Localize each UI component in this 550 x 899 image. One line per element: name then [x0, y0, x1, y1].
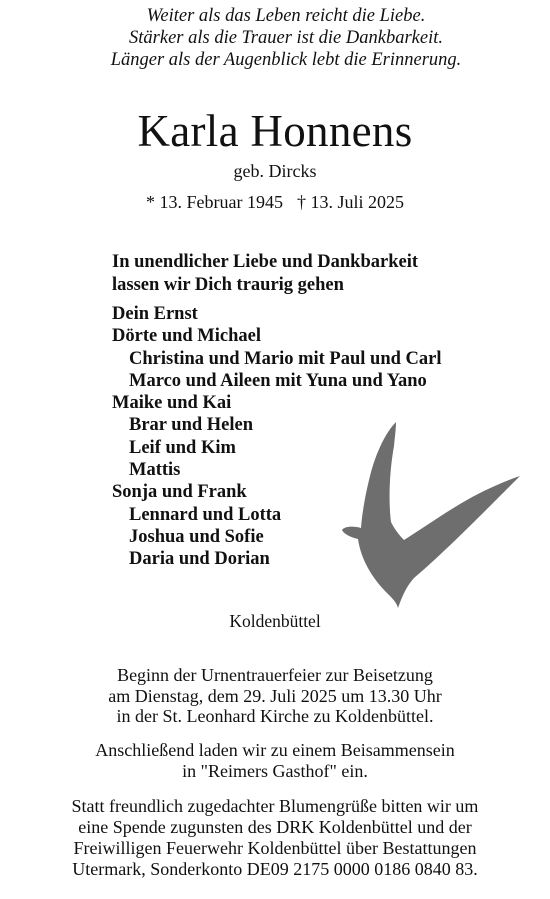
mourning-line: lassen wir Dich traurig gehen — [112, 275, 344, 295]
ceremony-line: am Dienstag, dem 29. Juli 2025 um 13.30 Uhr — [108, 685, 442, 706]
family-member: Christina und Mario mit Paul und Carl — [129, 348, 442, 369]
family-member: Joshua und Sofie — [129, 526, 264, 547]
ceremony-info — [0, 665, 550, 727]
donation-line: Statt freundlich zugedachter Blumengrüße bitten wir um — [71, 796, 479, 816]
place-of-residence: Koldenbüttel — [229, 611, 321, 631]
quote-line: Weiter als das Leben reicht die Liebe. — [146, 6, 426, 26]
donation-line: Utermark, Sonderkonto DE09 2175 0000 0186 0840 83. — [72, 859, 478, 879]
gathering-line: in "Reimers Gasthof" ein. — [182, 760, 368, 781]
family-member: Maike und Kai — [112, 393, 232, 414]
deceased-name: Karla Honnens — [137, 106, 413, 156]
memorial-quote — [0, 5, 550, 71]
quote-line: Länger als der Augenblick lebt die Erinnerung. — [110, 50, 462, 70]
donation-line: eine Spende zugunsten des DRK Koldenbüttel und der — [78, 817, 472, 837]
ceremony-line: in der St. Leonhard Kirche zu Koldenbüttel. — [116, 706, 434, 726]
gathering-info — [0, 740, 550, 781]
donation-line: Freiwilligen Feuerwehr Koldenbüttel über Bestattungen — [73, 838, 477, 858]
death-date: † 13. Juli 2025 — [296, 192, 404, 212]
family-member: Brar und Helen — [129, 415, 254, 436]
family-member: Dörte und Michael — [112, 326, 262, 347]
family-member: Daria und Dorian — [129, 549, 270, 570]
ceremony-line: Beginn der Urnentrauerfeier zur Beisetzung — [117, 665, 433, 685]
gathering-line: Anschließend laden wir zu einem Beisammensein — [95, 740, 455, 760]
donation-request — [0, 796, 550, 880]
family-member: Sonja und Frank — [112, 482, 247, 503]
family-member: Leif und Kim — [129, 437, 236, 458]
birth-name: geb. Dircks — [233, 161, 317, 181]
family-member: Dein Ernst — [112, 304, 198, 324]
life-dates — [0, 190, 550, 214]
family-member: Lennard und Lotta — [129, 504, 282, 525]
quote-line: Stärker als die Trauer ist die Dankbarkeit. — [129, 28, 443, 48]
birth-date: * 13. Februar 1945 — [146, 192, 283, 212]
family-member: Marco und Aileen mit Yuna und Yano — [129, 370, 427, 391]
family-member: Mattis — [129, 460, 181, 481]
mourning-line: In unendlicher Liebe und Dankbarkeit — [112, 252, 419, 272]
mourning-text — [112, 251, 418, 297]
swallow-icon — [330, 418, 520, 608]
